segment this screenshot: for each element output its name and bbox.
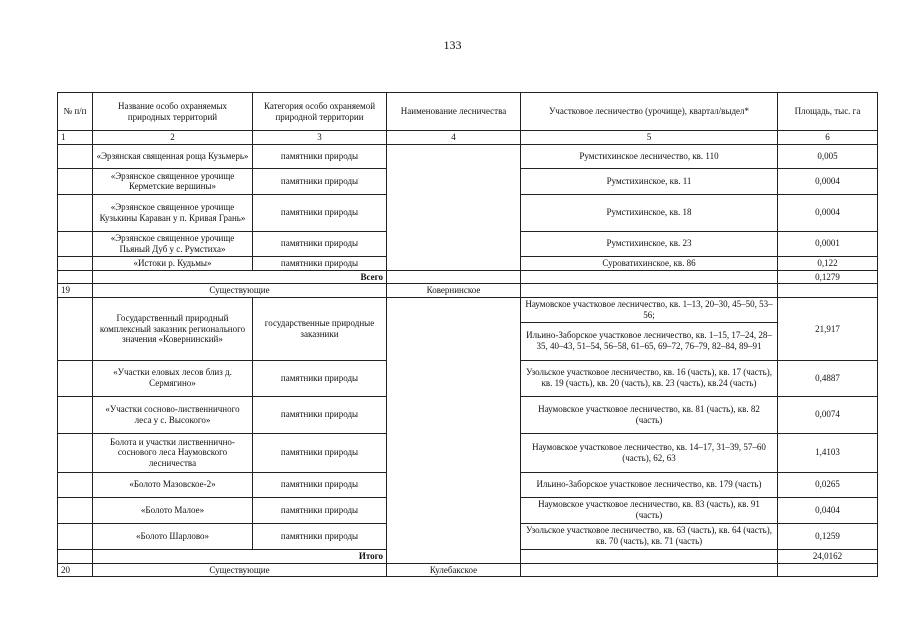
header-number: № п/п	[58, 93, 93, 131]
area-name: «Эрзянская священная роща Кузьмерь»	[93, 144, 253, 168]
header-name: Название особо охраняемых природных территорий	[93, 93, 253, 131]
area-name: «Истоки р. Кудьмы»	[93, 256, 253, 270]
section-forestry: Кулебакское	[387, 563, 521, 577]
area-value: 0,0404	[778, 497, 878, 523]
area-name: «Болото Мазовское-2»	[93, 472, 253, 497]
row-number	[58, 231, 93, 256]
row-number	[58, 396, 93, 433]
area-category: памятники природы	[253, 433, 387, 472]
row-number	[58, 360, 93, 396]
area-category: памятники природы	[253, 472, 387, 497]
area-name: «Эрзянское священное урочище Пьяный Дуб у с. Румстиха»	[93, 231, 253, 256]
area-name: «Участки сосново-лиственничного леса у с. Высокого»	[93, 396, 253, 433]
section-label: Существующие	[93, 284, 387, 298]
row-number	[58, 472, 93, 497]
area-category: памятники природы	[253, 523, 387, 549]
total-value: 0,1279	[778, 270, 878, 284]
row-number	[58, 523, 93, 549]
district-text: Наумовское участковое лесничество, кв. 81 (часть), кв. 82 (часть)	[521, 396, 778, 433]
area-category: памятники природы	[253, 144, 387, 168]
column-number-row	[58, 131, 878, 145]
area-category: памятники природы	[253, 497, 387, 523]
header-district: Участковое лесничество (урочище), квартал/выдел*	[521, 93, 778, 131]
area-name: «Участки еловых лесов близ д. Сермягино»	[93, 360, 253, 396]
district-text: Румстихинское, кв. 18	[521, 194, 778, 231]
district-text: Узольское участковое лесничество, кв. 63 (часть), кв. 64 (часть), кв. 70 (часть), кв. 71 (часть)	[521, 523, 778, 549]
col-number: 2	[93, 131, 253, 145]
row-number	[58, 497, 93, 523]
col-number: 3	[253, 131, 387, 145]
area-name: Болота и участки лиственнично-соснового леса Наумовского лесничества	[93, 433, 253, 472]
section-row	[58, 563, 878, 577]
area-category: памятники природы	[253, 396, 387, 433]
area-name: Государственный природный комплексный заказник регионального значения «Ковернинский»	[93, 298, 253, 361]
area-value: 0,1259	[778, 523, 878, 549]
area-name: «Эрзянское священное урочище Керметские вершины»	[93, 168, 253, 194]
header-forestry: Наименование лесничества	[387, 93, 521, 131]
area-category: памятники природы	[253, 194, 387, 231]
area-value: 1,4103	[778, 433, 878, 472]
total-row	[58, 270, 878, 284]
area-value: 0,122	[778, 256, 878, 270]
area-value: 0,4887	[778, 360, 878, 396]
district-text: Румстихинское, кв. 11	[521, 168, 778, 194]
header-area: Площадь, тыс. га	[778, 93, 878, 131]
district-text: Румстихинское, кв. 23	[521, 231, 778, 256]
row-number	[58, 256, 93, 270]
row-number	[58, 194, 93, 231]
area-value: 0,0004	[778, 194, 878, 231]
row-number	[58, 144, 93, 168]
forestry-cell	[387, 298, 521, 563]
col-number: 1	[58, 131, 93, 145]
col-number: 6	[778, 131, 878, 145]
section-number: 20	[58, 563, 93, 577]
col-number: 5	[521, 131, 778, 145]
district-text: Суроватихинское, кв. 86	[521, 256, 778, 270]
area-category: памятники природы	[253, 231, 387, 256]
total-value: 24,0162	[778, 549, 878, 563]
table-header-row	[58, 93, 878, 131]
col-number: 4	[387, 131, 521, 145]
district-text: Румстихинское лесничество, кв. 110	[521, 144, 778, 168]
table-row	[58, 144, 878, 168]
row-number	[58, 433, 93, 472]
area-category: памятники природы	[253, 168, 387, 194]
protected-areas-table	[57, 92, 878, 577]
area-value: 0,0001	[778, 231, 878, 256]
area-name: «Болото Шарлово»	[93, 523, 253, 549]
area-value: 0,005	[778, 144, 878, 168]
area-value: 0,0004	[778, 168, 878, 194]
table-row	[58, 298, 878, 323]
section-forestry: Ковернинское	[387, 284, 521, 298]
district-text: Наумовское участковое лесничество, кв. 14–17, 31–39, 57–60 (часть), 62, 63	[521, 433, 778, 472]
area-category: государственные природные заказники	[253, 298, 387, 361]
row-number	[58, 298, 93, 361]
area-name: «Болото Малое»	[93, 497, 253, 523]
district-text: Узольское участковое лесничество, кв. 16 (часть), кв. 17 (часть), кв. 19 (часть), кв. 20 (часть), кв. 23 (часть), кв.24 (часть)	[521, 360, 778, 396]
area-category: памятники природы	[253, 256, 387, 270]
section-label: Существующие	[93, 563, 387, 577]
area-value: 21,917	[778, 298, 878, 361]
district-text: Наумовское участковое лесничество, кв. 1–13, 20–30, 45–50, 53–56;	[521, 298, 778, 323]
total-label: Итого	[93, 549, 387, 563]
page-number: 133	[443, 38, 462, 52]
forestry-cell	[387, 144, 521, 270]
area-category: памятники природы	[253, 360, 387, 396]
area-name: «Эрзянское священное урочище Кузькины Караван у п. Кривая Грань»	[93, 194, 253, 231]
district-text: Ильино-Заборское участковое лесничество, кв. 179 (часть)	[521, 472, 778, 497]
district-text: Наумовское участковое лесничество, кв. 83 (часть), кв. 91 (часть)	[521, 497, 778, 523]
total-label: Всего	[93, 270, 387, 284]
area-value: 0,0265	[778, 472, 878, 497]
section-number: 19	[58, 284, 93, 298]
section-row	[58, 284, 878, 298]
district-text: Ильино-Заборское участковое лесничество, кв. 1–15, 17–24, 28–35, 40–43, 51–54, 56–58, 61–65, 69–72, 76–79, 82–84, 89–91	[521, 322, 778, 360]
row-number	[58, 168, 93, 194]
header-category: Категория особо охраняемой природной территории	[253, 93, 387, 131]
area-value: 0,0074	[778, 396, 878, 433]
